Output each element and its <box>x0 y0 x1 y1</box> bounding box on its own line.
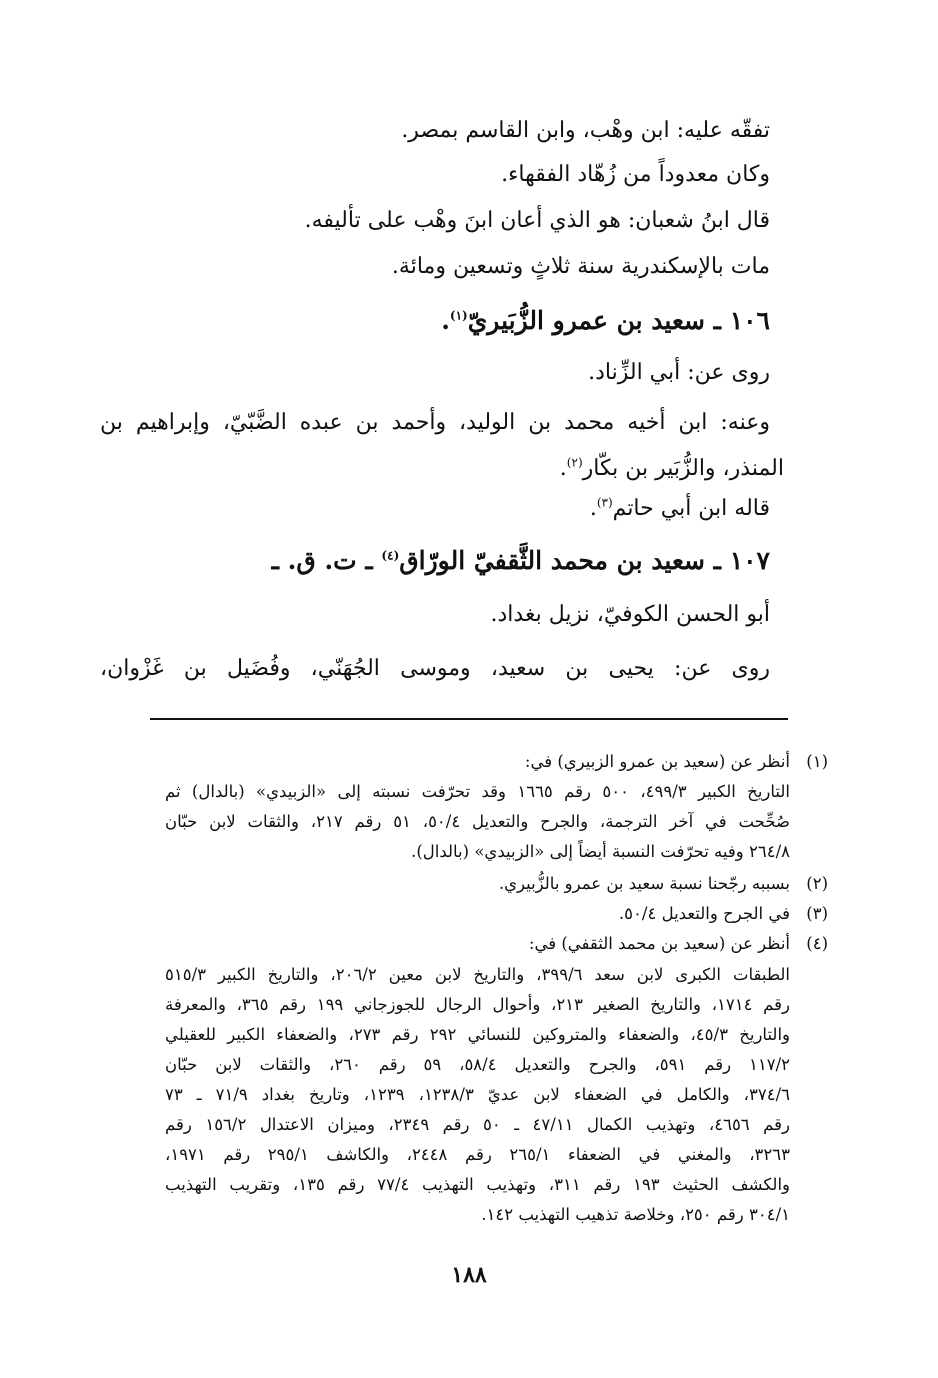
footnote-4-line: الطبقات الكبرى لابن سعد ٣٩٩/٦، والتاريخ لابن معين ٢٠٦/٢، والتاريخ الكبير ٥١٥/٣ <box>165 965 790 984</box>
footnote-1-line: التاريخ الكبير ٤٩٩/٣، ٥٠٠ رقم ١٦٦٥ وقد تحرّفت نسبته إلى «الزبيدي» (بالدال) ثم <box>165 782 790 801</box>
footnote-2 <box>498 868 828 899</box>
footnote-number: (٢) <box>806 874 828 893</box>
footnote-1-line: ٢٦٤/٨ وفيه تحرّفت النسبة أيضاً إلى «الزبيدي» (بالدال). <box>411 842 790 861</box>
footnote-text: بسببه رجّحنا نسبة سعيد بن عمرو بالزُّبيري. <box>498 874 790 893</box>
line-end: . <box>589 496 597 521</box>
footnote-4-line <box>528 928 828 959</box>
entry-heading-107 <box>272 544 770 578</box>
entry-end: . <box>441 306 450 335</box>
entry-end: ـ ت. ق. ـ <box>271 546 382 575</box>
footnote-4-line: رقم ٤٦٥٦، وتهذيب الكمال ٤٧/١١ ـ ٥٠ رقم ٢٣٤٩، وميزان الاعتدال ١٥٦/٢ رقم <box>165 1115 790 1134</box>
footnote-4-line: ٣٢٦٣، والمغني في الضعفاء ٢٦٥/١ رقم ٢٤٤٨، والكاشف ٢٩٥/١ رقم ١٩٧١، <box>165 1145 790 1164</box>
footnote-1-line: صُحِّحت في آخر الترجمة، والجرح والتعديل ٥٠/٤، ٥١ رقم ٢١٧، والثقات لابن حبّان <box>165 812 790 831</box>
footnote-ref: (٢) <box>566 455 583 470</box>
footnote-text: أنظر عن (سعيد بن عمرو الزبيري) في: <box>524 752 790 771</box>
entry-title: ١٠٦ ـ سعيد بن عمرو الزُّبَيريّ <box>467 306 770 335</box>
line-end: . <box>559 456 567 481</box>
footnote-number: (٤) <box>806 934 828 953</box>
footnote-divider <box>150 718 788 720</box>
entry-heading-106 <box>441 304 770 338</box>
footnote-4-line: والتاريخ ٤٥/٣، والضعفاء والمتروكين للنسائي ٢٩٢ رقم ٢٧٣، والضعفاء الكبير للعقيلي <box>165 1025 790 1044</box>
footnote-ref: (١) <box>449 308 468 323</box>
footnote-ref: (٤) <box>381 548 400 563</box>
footnote-ref: (٣) <box>596 495 613 510</box>
kunya-line: أبو الحسن الكوفيّ، نزيل بغداد. <box>490 602 770 627</box>
text-line: قال ابنُ شعبان: هو الذي أعان ابنَ وهْب على تأليفه. <box>304 208 770 233</box>
page-number: ١٨٨ <box>451 1262 487 1288</box>
entry-title: ١٠٧ ـ سعيد بن محمد الثَّقفيّ الورّاق <box>399 546 770 575</box>
narrators-text: المنذر، والزُّبَير بن بكّار <box>582 456 784 481</box>
footnote-4-line: والكشف الحثيث ١٩٣ رقم ٣١١، وتهذيب التهذيب ٧٧/٤ رقم ١٣٥، وتقريب التهذيب <box>165 1175 791 1194</box>
narrators-line: وعنه: ابن أخيه محمد بن الوليد، وأحمد بن عبده الضَّبّيّ، وإبراهيم بن <box>100 410 770 435</box>
source-text: قاله ابن أبي حاتم <box>612 496 770 521</box>
footnote-text: أنظر عن (سعيد بن محمد الثقفي) في: <box>528 934 790 953</box>
text-line: تفقّه عليه: ابن وهْب، وابن القاسم بمصر. <box>401 118 770 143</box>
footnote-4-line: رقم ١٧١٤، والتاريخ الصغير ٢١٣، وأحوال الرجال للجوزجاني ١٩٩ رقم ٣٦٥، والمعرفة <box>165 995 790 1014</box>
text-line: وكان معدوداً من زُهّاد الفقهاء. <box>501 162 770 187</box>
footnote-1-line <box>524 746 828 777</box>
narrated-from: روى عن: أبي الزِّناد. <box>588 360 770 385</box>
footnote-text: في الجرح والتعديل ٥٠/٤. <box>618 904 790 923</box>
footnote-4-line: ١١٧/٢ رقم ٥٩١، والجرح والتعديل ٥٨/٤، ٥٩ رقم ٢٦٠، والثقات لابن حبّان <box>165 1055 790 1074</box>
footnote-number: (٣) <box>806 904 828 923</box>
footnote-3 <box>618 898 828 929</box>
narrators-line <box>560 452 784 486</box>
footnote-number: (١) <box>806 752 828 771</box>
source-line <box>590 492 770 526</box>
text-line: مات بالإسكندرية سنة ثلاثٍ وتسعين ومائة. <box>391 254 770 279</box>
footnote-4-line: ٣٠٤/١ رقم ٢٥٠، وخلاصة تذهيب التهذيب ١٤٢. <box>481 1205 790 1224</box>
narrated-from: روى عن: يحيى بن سعيد، وموسى الجُهَنّي، وفُضَيل بن غَزْوان، <box>100 656 770 681</box>
footnote-4-line: ٣٧٤/٦، والكامل في الضعفاء لابن عديّ ١٢٣٨/٣، ١٢٣٩، وتاريخ بغداد ٧١/٩ ـ ٧٣ <box>165 1085 790 1104</box>
